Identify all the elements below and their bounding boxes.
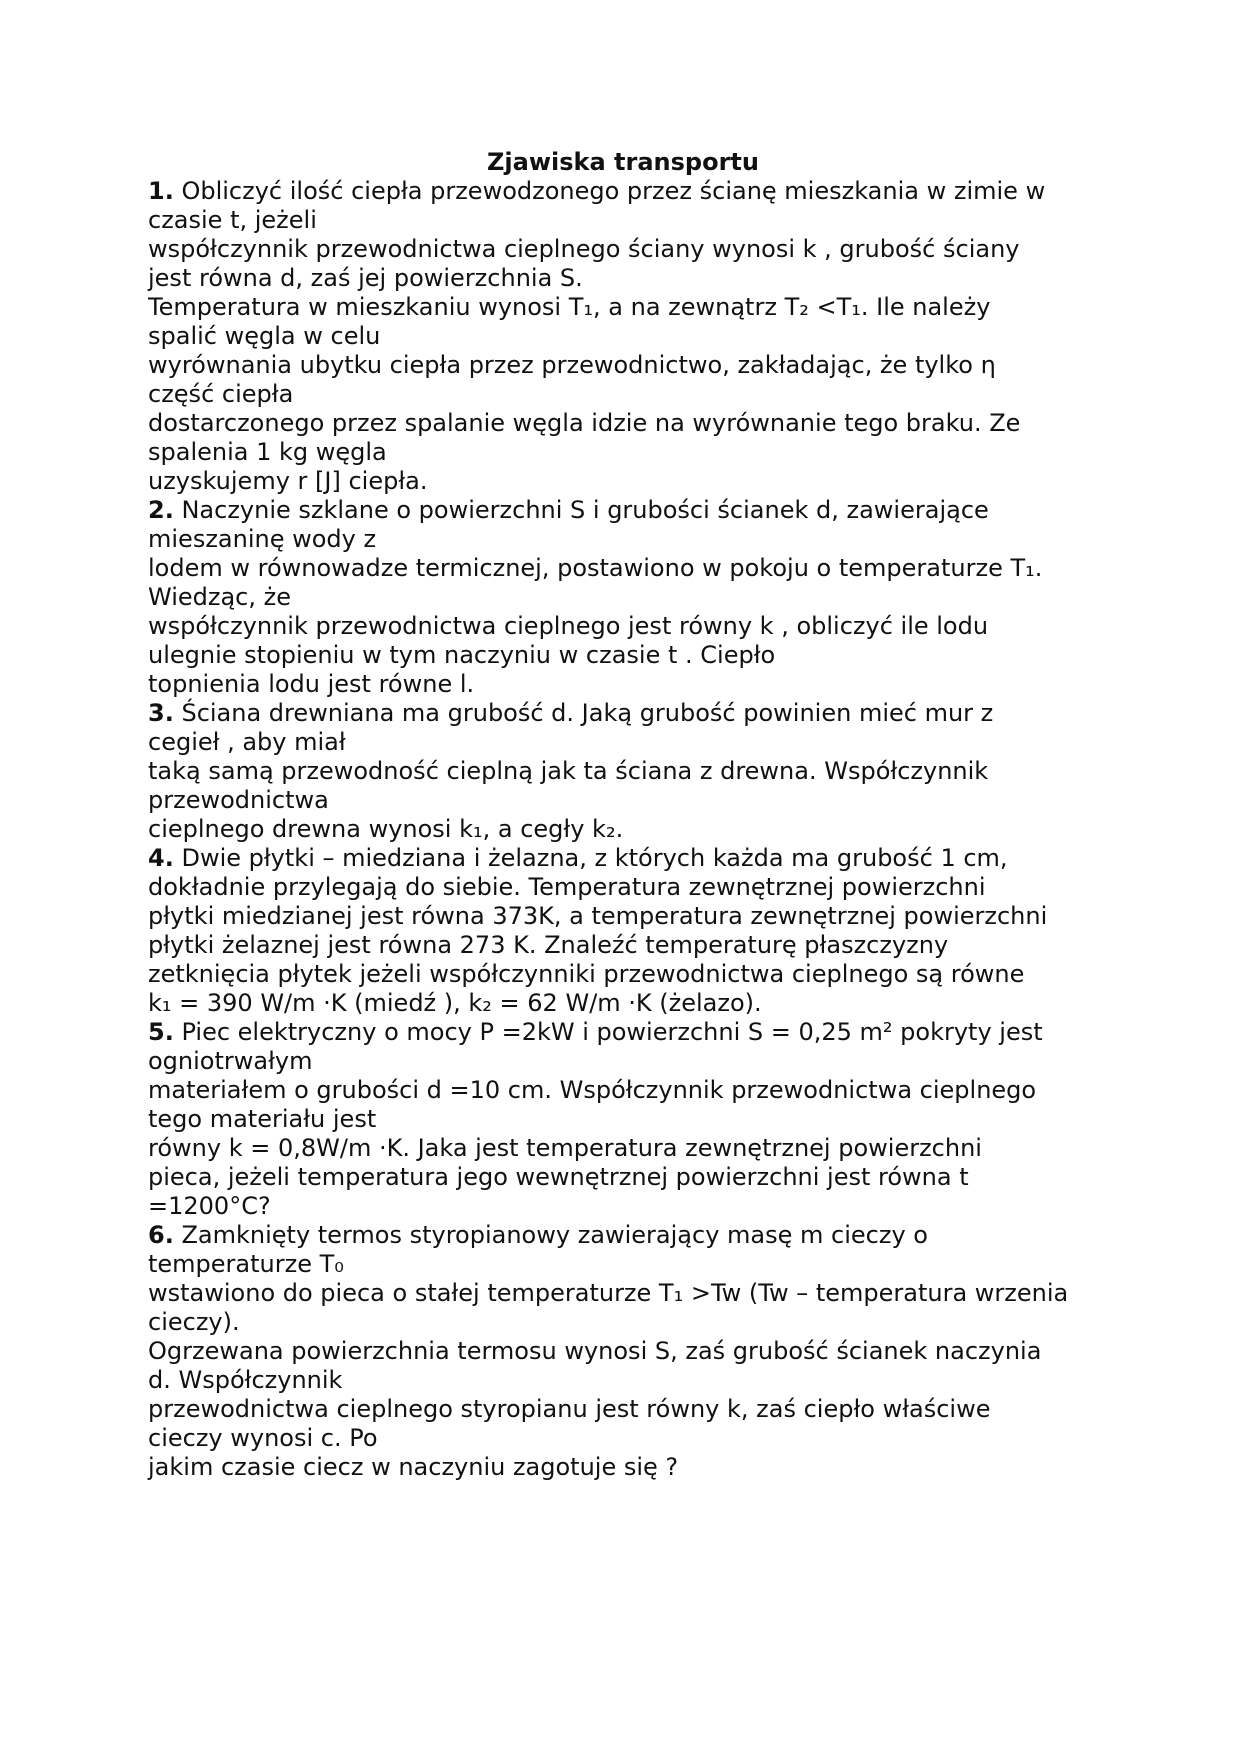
text-line: jest równa d, zaś jej powierzchnia S.: [148, 264, 583, 292]
text-line: temperaturze T₀: [148, 1250, 344, 1278]
text-line: dostarczonego przez spalanie węgla idzie na wyrównanie tego braku. Ze: [148, 409, 1021, 437]
text-line: lodem w równowadze termicznej, postawiono w pokoju o temperaturze T₁.: [148, 554, 1043, 582]
text-line: przewodnictwa cieplnego styropianu jest równy k, zaś ciepło właściwe: [148, 1395, 991, 1423]
text-line: Wiedząc, że: [148, 583, 291, 611]
text-line: współczynnik przewodnictwa cieplnego jest równy k , obliczyć ile lodu: [148, 612, 989, 640]
problem-number: 3.: [148, 699, 174, 727]
text-line: k₁ = 390 W/m ·K (miedź ), k₂ = 62 W/m ·K (żelazo).: [148, 989, 762, 1017]
document-page: [148, 148, 1098, 1482]
text-line: płytki miedzianej jest równa 373K, a temperatura zewnętrznej powierzchni: [148, 902, 1048, 930]
text-line: cieczy wynosi c. Po: [148, 1424, 378, 1452]
problem-number: 1.: [148, 177, 174, 205]
problem-number: 6.: [148, 1221, 174, 1249]
document-title: Zjawiska transportu: [487, 148, 759, 176]
text-line: równy k = 0,8W/m ·K. Jaka jest temperatura zewnętrznej powierzchni: [148, 1134, 982, 1162]
text-line: topnienia lodu jest równe l.: [148, 670, 475, 698]
text-line: 3. Ściana drewniana ma grubość d. Jaką grubość powinien mieć mur z: [148, 699, 994, 727]
text-line: cieczy).: [148, 1308, 240, 1336]
text-line: Temperatura w mieszkaniu wynosi T₁, a na zewnątrz T₂ <T₁. Ile należy: [148, 293, 991, 321]
problem-number: 5.: [148, 1018, 174, 1046]
text-line: 2. Naczynie szklane o powierzchni S i grubości ścianek d, zawierające: [148, 496, 989, 524]
text-line: d. Współczynnik: [148, 1366, 343, 1394]
text-line: zetknięcia płytek jeżeli współczynniki przewodnictwa cieplnego są równe: [148, 960, 1025, 988]
text-line: =1200°C?: [148, 1192, 271, 1220]
text-line: wstawiono do pieca o stałej temperaturze T₁ >Tw (Tw – temperatura wrzenia: [148, 1279, 1069, 1307]
text-line: pieca, jeżeli temperatura jego wewnętrznej powierzchni jest równa t: [148, 1163, 969, 1191]
text-line: tego materiału jest: [148, 1105, 377, 1133]
text-line: dokładnie przylegają do siebie. Temperatura zewnętrznej powierzchni: [148, 873, 986, 901]
problem-number: 2.: [148, 496, 174, 524]
text-line: cegieł , aby miał: [148, 728, 346, 756]
text-line: 5. Piec elektryczny o mocy P =2kW i powierzchni S = 0,25 m² pokryty jest: [148, 1018, 1043, 1046]
text-line: mieszaninę wody z: [148, 525, 377, 553]
text-line: taką samą przewodność cieplną jak ta ściana z drewna. Współczynnik: [148, 757, 989, 785]
text-line: część ciepła: [148, 380, 294, 408]
text-line: 4. Dwie płytki – miedziana i żelazna, z których każda ma grubość 1 cm,: [148, 844, 1008, 872]
text-line: jakim czasie ciecz w naczyniu zagotuje się ?: [148, 1453, 679, 1481]
text-line: przewodnictwa: [148, 786, 329, 814]
text-line: czasie t, jeżeli: [148, 206, 317, 234]
text-line: 6. Zamknięty termos styropianowy zawierający masę m cieczy o: [148, 1221, 928, 1249]
text-line: ulegnie stopieniu w tym naczyniu w czasie t . Ciepło: [148, 641, 776, 669]
problem-number: 4.: [148, 844, 174, 872]
text-line: ogniotrwałym: [148, 1047, 313, 1075]
text-line: spalić węgla w celu: [148, 322, 381, 350]
text-line: Ogrzewana powierzchnia termosu wynosi S, zaś grubość ścianek naczynia: [148, 1337, 1042, 1365]
text-line: cieplnego drewna wynosi k₁, a cegły k₂.: [148, 815, 624, 843]
text-line: uzyskujemy r [J] ciepła.: [148, 467, 428, 495]
text-line: materiałem o grubości d =10 cm. Współczynnik przewodnictwa cieplnego: [148, 1076, 1037, 1104]
text-line: spalenia 1 kg węgla: [148, 438, 387, 466]
text-line: wyrównania ubytku ciepła przez przewodnictwo, zakładając, że tylko η: [148, 351, 996, 379]
text-line: płytki żelaznej jest równa 273 K. Znaleźć temperaturę płaszczyzny: [148, 931, 949, 959]
text-line: 1. Obliczyć ilość ciepła przewodzonego przez ścianę mieszkania w zimie w: [148, 177, 1046, 205]
text-line: współczynnik przewodnictwa cieplnego ściany wynosi k , grubość ściany: [148, 235, 1020, 263]
document-body: [148, 177, 1098, 1482]
